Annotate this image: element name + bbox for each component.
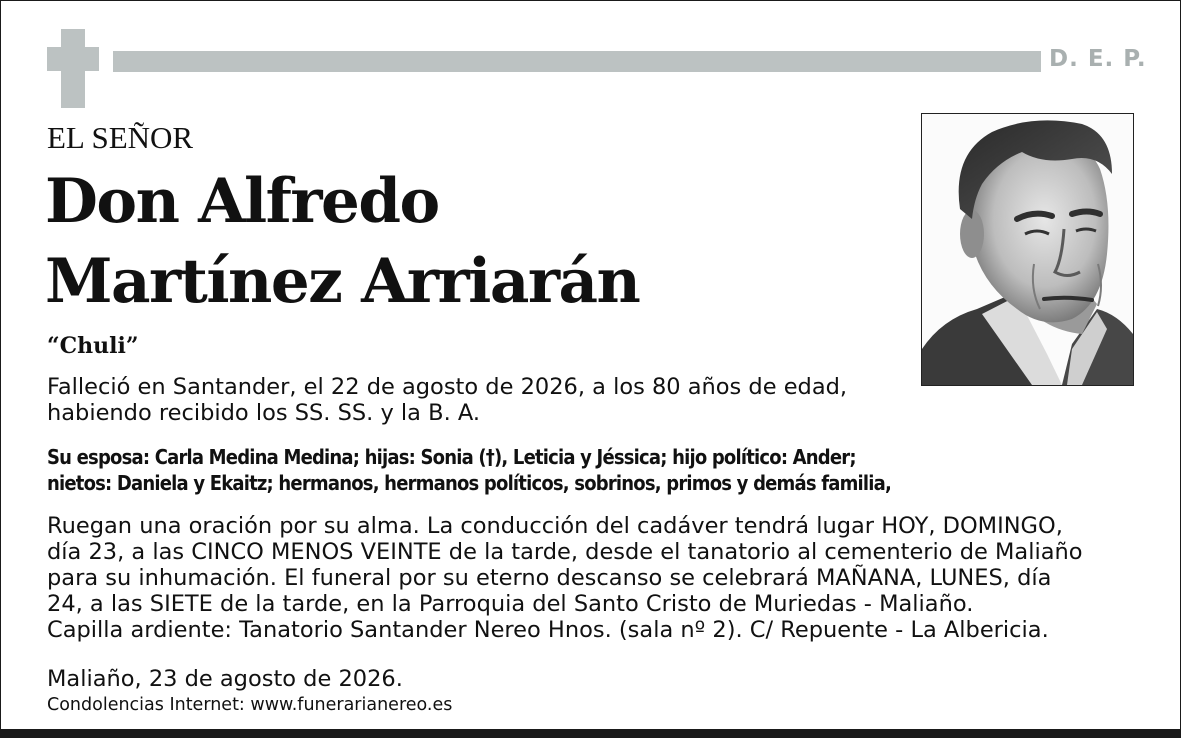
condolences-link: Condolencias Internet: www.funerarianereo.es (47, 695, 453, 715)
ceremony-line: Ruegan una oración por su alma. La conducción del cadáver tendrá lugar HOY, DOMINGO, (47, 513, 1063, 539)
bottom-border (0, 729, 1181, 738)
header-rule (113, 51, 1041, 72)
death-notice-line: Falleció en Santander, el 22 de agosto de 2026, a los 80 años de edad, (47, 374, 848, 400)
ceremony-line: día 23, a las CINCO MENOS VEINTE de la tarde, desde el tanatorio al cementerio de Maliaño (47, 539, 1083, 565)
place-date: Maliaño, 23 de agosto de 2026. (47, 666, 403, 692)
ceremony-line: Capilla ardiente: Tanatorio Santander Nereo Hnos. (sala nº 2). C/ Repuente - La Albericia. (47, 617, 1049, 643)
nickname: “Chuli” (47, 333, 139, 359)
ceremony-line: para su inhumación. El funeral por su eterno descanso se celebrará MAÑANA, LUNES, día (47, 565, 1052, 591)
deceased-name-line2: Martínez Arriarán (45, 246, 640, 317)
family-line: nietos: Daniela y Ekaitz; hermanos, hermanos políticos, sobrinos, primos y demás familia, (47, 471, 891, 495)
portrait-photo (921, 113, 1134, 386)
family-line: Su esposa: Carla Medina Medina; hijas: Sonia (†), Leticia y Jéssica; hijo político: Ander; (47, 445, 856, 469)
dep-label: D. E. P. (1049, 46, 1147, 72)
cross-icon-arm (47, 47, 99, 71)
ceremony-line: 24, a las SIETE de la tarde, en la Parroquia del Santo Cristo de Muriedas - Maliaño. (47, 591, 974, 617)
portrait-illustration (922, 114, 1133, 385)
death-notice-line: habiendo recibido los SS. SS. y la B. A. (47, 400, 481, 426)
honorific-prefix: EL SEÑOR (47, 120, 194, 155)
deceased-name-line1: Don Alfredo (45, 166, 439, 237)
